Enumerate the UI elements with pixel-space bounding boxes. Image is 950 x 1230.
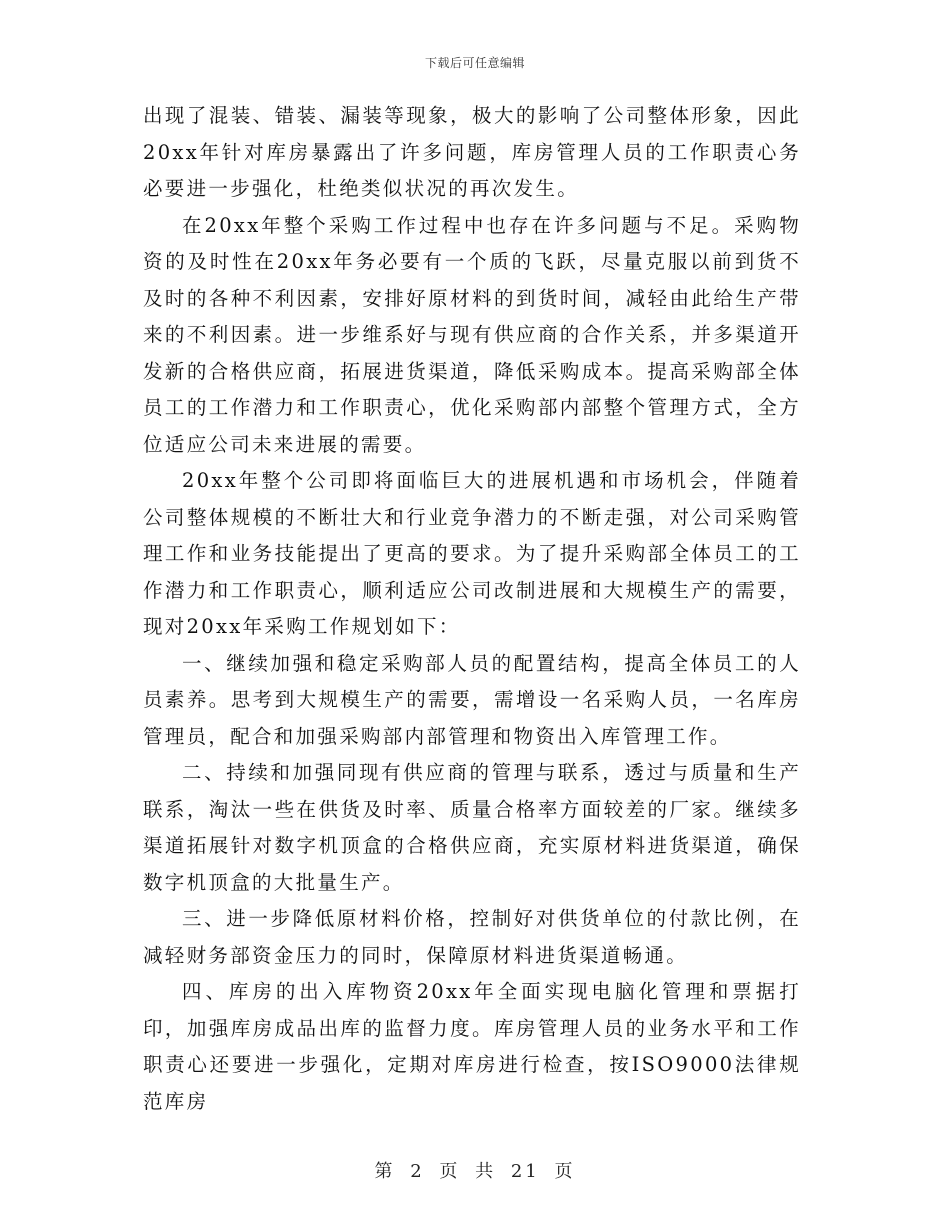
document-body	[143, 98, 801, 1120]
paragraph: 一、继续加强和稳定采购部人员的配置结构，提高全体员工的人员素养。思考到大规模生产的需要，需增设一名采购人员，一名库房管理员，配合和加强采购部内部管理和物资出入库管理工作。	[143, 651, 801, 748]
paragraph: 三、进一步降低原材料价格，控制好对供货单位的付款比例，在减轻财务部资金压力的同时，保障原材料进货渠道畅通。	[143, 907, 801, 967]
paragraph-continuation: 出现了混装、错装、漏装等现象，极大的影响了公司整体形象，因此20xx年针对库房暴露出了许多问题，库房管理人员的工作职责心务必要进一步强化，杜绝类似状况的再次发生。	[143, 104, 801, 200]
paragraph: 20xx年整个公司即将面临巨大的进展机遇和市场机会，伴随着公司整体规模的不断壮大和行业竞争潜力的不断走强，对公司采购管理工作和业务技能提出了更高的要求。为了提升采购部全体员工的工作潜力和工作职责心，顺利适应公司改制进展和大规模生产的需要，现对20xx年采购工作规划如下：	[143, 469, 801, 638]
paragraph: 在20xx年整个采购工作过程中也存在许多问题与不足。采购物资的及时性在20xx年务必要有一个质的飞跃，尽量克服以前到货不及时的各种不利因素，安排好原材料的到货时间，减轻由此给生产带来的不利因素。进一步维系好与现有供应商的合作关系，并多渠道开发新的合格供应商，拓展进货渠道，降低采购成本。提高采购部全体员工的工作潜力和工作职责心，优化采购部内部整个管理方式，全方位适应公司未来进展的需要。	[143, 213, 801, 456]
page-header-note: 下载后可任意编辑	[424, 56, 525, 70]
paragraph: 四、库房的出入库物资20xx年全面实现电脑化管理和票据打印，加强库房成品出库的监督力度。库房管理人员的业务水平和工作职责心还要进一步强化，定期对库房进行检查，按ISO9000法律规范库房	[143, 980, 801, 1113]
paragraph: 二、持续和加强同现有供应商的管理与联系，透过与质量和生产联系，淘汰一些在供货及时率、质量合格率方面较差的厂家。继续多渠道拓展针对数字机顶盒的合格供应商，充实原材料进货渠道，确保数字机顶盒的大批量生产。	[143, 761, 801, 894]
page-number: 第 2 页 共 21 页	[374, 1161, 576, 1182]
